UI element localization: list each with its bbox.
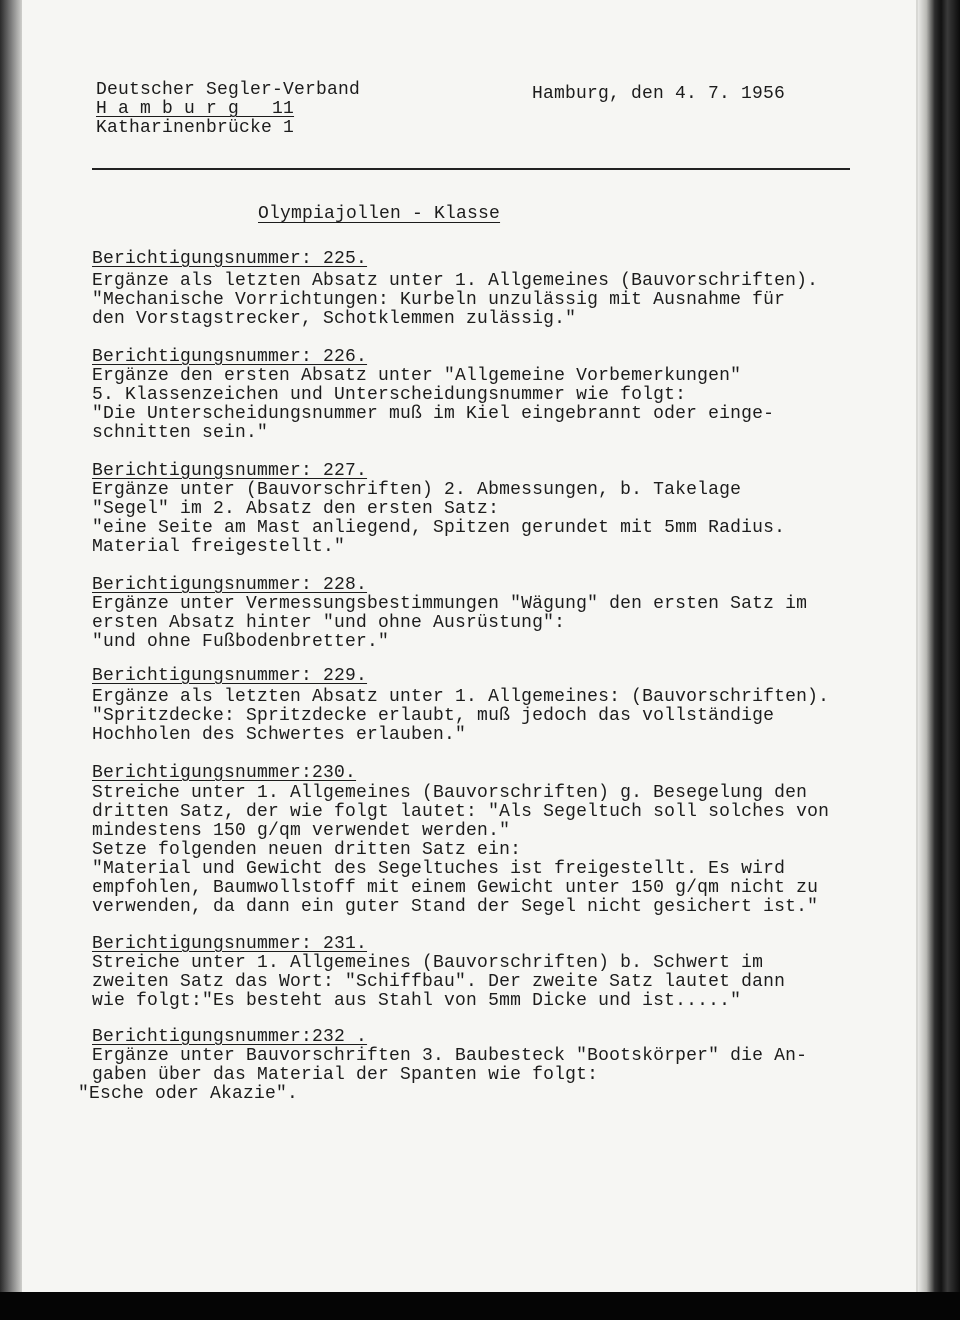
entry-line: "Mechanische Vorrichtungen: Kurbeln unzulässig mit Ausnahme für xyxy=(92,290,786,310)
entry-line: "und ohne Fußbodenbretter." xyxy=(92,632,390,652)
entry-line: ersten Absatz hinter "und ohne Ausrüstung": xyxy=(92,613,566,633)
document-title: Olympiajollen - Klasse xyxy=(258,204,501,224)
entry-line: Hochholen des Schwertes erlauben." xyxy=(92,725,467,745)
entry-heading: Berichtigungsnummer: 228. xyxy=(92,575,368,595)
entry-line: Setze folgenden neuen dritten Satz ein: xyxy=(92,840,522,860)
entry-line: "eine Seite am Mast anliegend, Spitzen gerundet mit 5mm Radius. xyxy=(92,518,786,538)
letterhead-org: Deutscher Segler-Verband xyxy=(96,80,361,100)
entry-line: dritten Satz, der wie folgt lautet: "Als Segeltuch soll solches von xyxy=(92,802,830,822)
entry-line: den Vorstagstrecker, Schotklemmen zulässig." xyxy=(92,309,577,329)
entry-heading: Berichtigungsnummer: 231. xyxy=(92,934,368,954)
page-binding-shadow xyxy=(0,0,22,1292)
entry-line: Ergänze den ersten Absatz unter "Allgemeine Vorbemerkungen" xyxy=(92,366,742,386)
entry-line: Streiche unter 1. Allgemeines (Bauvorschriften) b. Schwert im xyxy=(92,953,764,973)
entry-line: "Segel" im 2. Absatz den ersten Satz: xyxy=(92,499,500,519)
entry-heading: Berichtigungsnummer:232 . xyxy=(92,1027,368,1047)
entry-line: "Material und Gewicht des Segeltuches ist freigestellt. Es wird xyxy=(92,859,786,879)
entry-line: Ergänze unter Bauvorschriften 3. Baubesteck "Bootskörper" die An- xyxy=(92,1046,808,1066)
header-divider xyxy=(92,168,850,170)
entry-heading: Berichtigungsnummer: 229. xyxy=(92,666,368,686)
letterhead-street: Katharinenbrücke 1 xyxy=(96,118,295,138)
entry-line: Material freigestellt." xyxy=(92,537,346,557)
entry-line: "Esche oder Akazie". xyxy=(78,1084,299,1104)
entry-line: mindestens 150 g/qm verwendet werden." xyxy=(92,821,511,841)
date-line: Hamburg, den 4. 7. 1956 xyxy=(532,84,786,104)
entry-heading: Berichtigungsnummer: 226. xyxy=(92,347,368,367)
entry-heading: Berichtigungsnummer: 225. xyxy=(92,249,368,269)
entry-line: Ergänze unter (Bauvorschriften) 2. Abmessungen, b. Takelage xyxy=(92,480,742,500)
entry-line: wie folgt:"Es besteht aus Stahl von 5mm Dicke und ist....." xyxy=(92,991,742,1011)
entry-line: 5. Klassenzeichen und Unterscheidungsnummer wie folgt: xyxy=(92,385,687,405)
entry-line: Streiche unter 1. Allgemeines (Bauvorschriften) g. Besegelung den xyxy=(92,783,808,803)
entry-line: "Die Unterscheidungsnummer muß im Kiel eingebrannt oder einge- xyxy=(92,404,775,424)
entry-line: zweiten Satz das Wort: "Schiffbau". Der zweite Satz lautet dann xyxy=(92,972,786,992)
scan-border xyxy=(0,1292,960,1320)
entry-line: "Spritzdecke: Spritzdecke erlaubt, muß jedoch das vollständige xyxy=(92,706,775,726)
entry-line: empfohlen, Baumwollstoff mit einem Gewicht unter 150 g/qm nicht zu xyxy=(92,878,819,898)
entry-line: gaben über das Material der Spanten wie folgt: xyxy=(92,1065,599,1085)
entry-line: schnitten sein." xyxy=(92,423,269,443)
entry-heading: Berichtigungsnummer:230. xyxy=(92,763,357,783)
entry-line: Ergänze unter Vermessungsbestimmungen "Wägung" den ersten Satz im xyxy=(92,594,808,614)
entry-heading: Berichtigungsnummer: 227. xyxy=(92,461,368,481)
entry-line: Ergänze als letzten Absatz unter 1. Allgemeines: (Bauvorschriften). xyxy=(92,687,830,707)
book-edge xyxy=(918,0,960,1292)
letterhead-city: H a m b u r g 11 xyxy=(96,99,295,119)
entry-line: verwenden, da dann ein guter Stand der Segel nicht gesichert ist." xyxy=(92,897,819,917)
entry-line: Ergänze als letzten Absatz unter 1. Allgemeines (Bauvorschriften). xyxy=(92,271,819,291)
